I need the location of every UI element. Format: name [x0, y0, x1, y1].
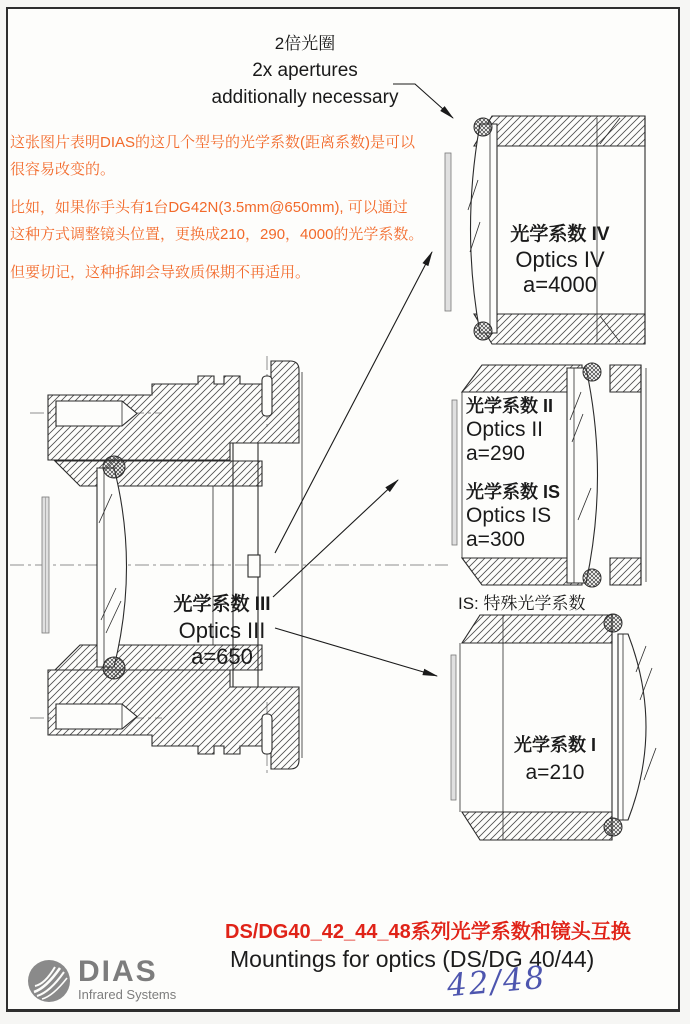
optics-iii-label-en: Optics III [178, 618, 266, 643]
optics-i-value: a=210 [525, 761, 585, 784]
optics-ii-label-en: Optics II [466, 418, 544, 441]
optics-ii-label [466, 394, 606, 466]
dias-logo-icon [26, 958, 72, 1004]
dias-logo-subtitle: Infrared Systems [78, 987, 177, 1002]
optics-iii-label [128, 592, 316, 670]
optics-i-label [488, 732, 622, 786]
optics-ii-label-zh: 光学系数 II [466, 396, 554, 416]
footer-title-en: Mountings for optics (DS/DG 40/44) [230, 946, 595, 972]
optics-iii-label-zh: 光学系数 III [173, 594, 271, 615]
optics-ii-value: a=290 [466, 442, 525, 465]
annotation-line: 比如，如果你手头有1台DG42N(3.5mm@650mm), 可以通过 [10, 199, 408, 216]
aperture-note-en2: additionally necessary [211, 87, 399, 108]
optics-iv-value: a=4000 [522, 272, 598, 297]
annotation-line: 很容易改变的。 [10, 161, 116, 178]
handwritten-note: 42/48 [445, 959, 548, 1005]
optics-iv-label-zh: 光学系数 IV [510, 224, 610, 245]
optics-is-label-en: Optics IS [466, 504, 552, 527]
optics-i-drawing [451, 614, 656, 840]
optics-iv-label-en: Optics IV [515, 247, 605, 272]
optics-is-value: a=300 [466, 528, 525, 551]
is-definition-note: IS: 特殊光学系数 [458, 594, 586, 613]
dias-logo [26, 955, 177, 1004]
aperture-note-zh: 2倍光圈 [274, 34, 336, 53]
arrow-to-optics-ii [273, 480, 398, 597]
optics-iv-label [478, 222, 642, 297]
aperture-note [140, 30, 470, 111]
dias-logo-text [78, 955, 177, 1002]
dias-logo-name: DIAS [78, 955, 158, 988]
annotation-line: 这张图片表明DIAS的这几个型号的光学系数(距离系数)是可以 [10, 134, 416, 151]
optics-is-label [466, 480, 606, 552]
aperture-note-en: 2x apertures [252, 60, 358, 81]
optics-iii-value: a=650 [191, 644, 253, 669]
annotation-line: 但要切记，这种拆卸会导致质保期不再适用。 [10, 264, 311, 281]
annotation-line: 这种方式调整镜头位置，更换成210，290，4000的光学系数。 [10, 226, 424, 243]
optics-is-label-zh: 光学系数 IS [466, 482, 561, 502]
footer-title-zh: DS/DG40_42_44_48系列光学系数和镜头互换 [225, 921, 631, 943]
annotation-paragraph [10, 129, 445, 286]
optics-i-label-zh: 光学系数 I [513, 735, 596, 755]
